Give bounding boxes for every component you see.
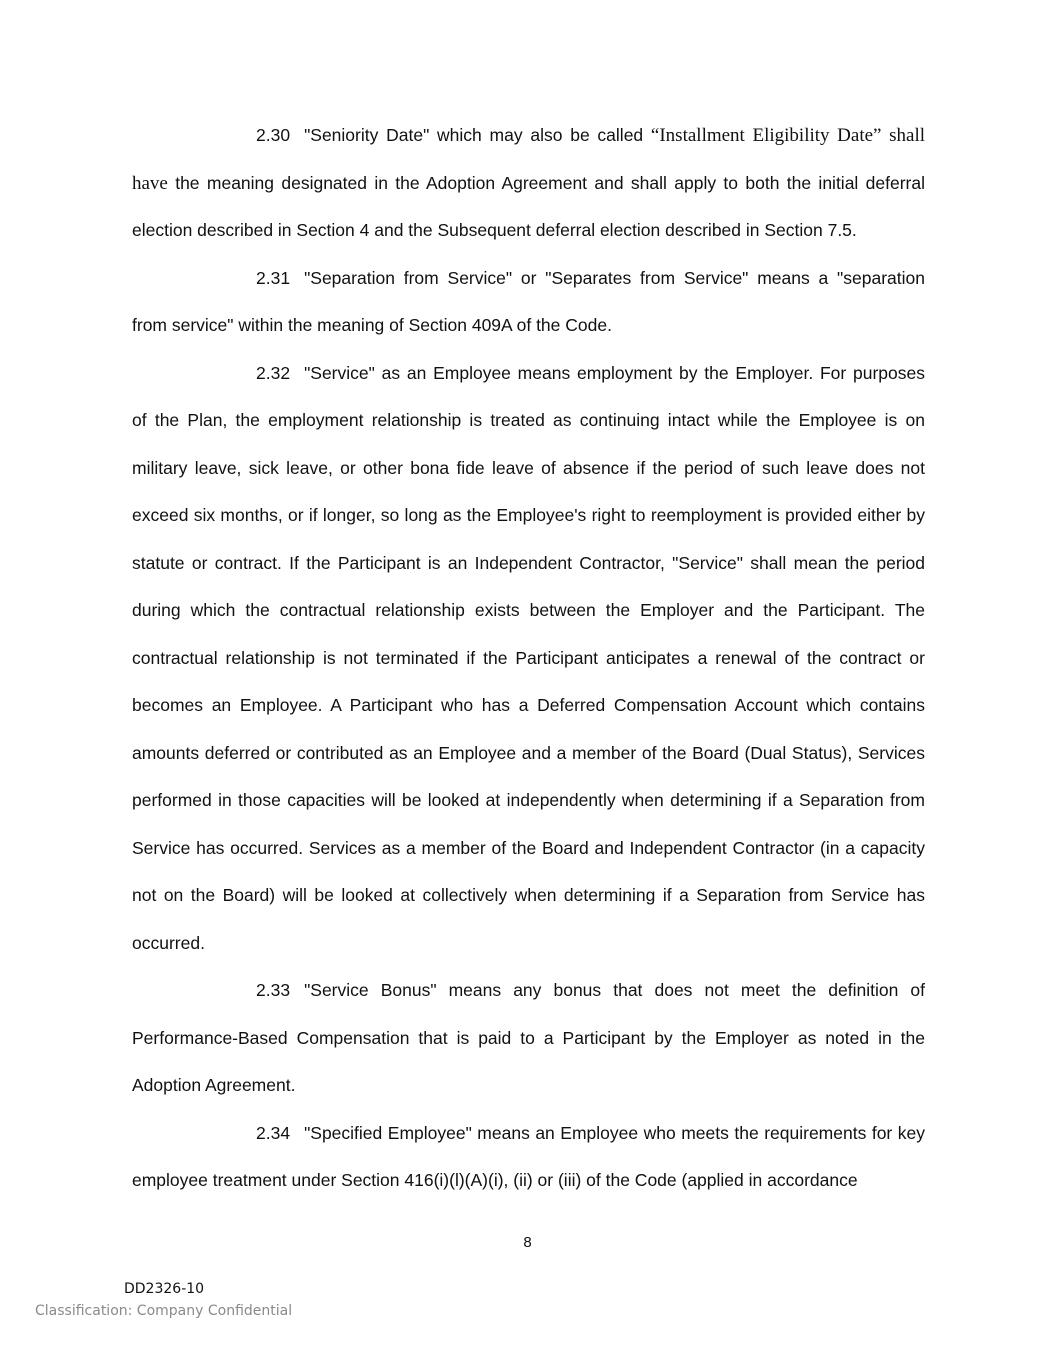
document-code: DD2326-10 [124, 1281, 205, 1297]
paragraph-text: "Separation from Service" or "Separates from Service" means a "separation from service" within the meaning of Section 409A of the Code. [132, 267, 925, 335]
paragraph-2-33 [132, 967, 925, 1110]
paragraph-2-32 [132, 350, 925, 968]
paragraph-text: "Seniority Date" which may also be called [304, 125, 651, 145]
classification-label: Classification: Company Confidential [35, 1303, 293, 1319]
section-number: 2.33 [256, 980, 291, 1000]
section-number: 2.34 [256, 1122, 291, 1143]
paragraph-2-31 [132, 255, 925, 350]
section-number: 2.31 [256, 267, 291, 288]
page-number: 8 [523, 1234, 532, 1251]
paragraph-text: "Specified Employee" means an Employee who meets the requirements for key employee treatment under Section 416(i)(l)(A)(i), (ii) or (iii) of the Code (applied in accordance [132, 1122, 925, 1190]
paragraph-text-serif: “Installment Eligibility Date” shall have [132, 125, 926, 194]
paragraph-text: "Service" as an Employee means employment by the Employer. For purposes of the Plan, the employment relationship is treated as continuing intact while the Employee is on military leave, sick leave, or other bona fide leave of absence if the period of such leave does not exceed six months, or if longer, so long as the Employee's right to reemployment is provided either by statute or contract. If the Participant is an Independent Contractor, "Service" shall mean the period during which the contractual relationship exists between the Employer and the Participant. The contractual relationship is not terminated if the Participant anticipates a renewal of the contract or becomes an Employee. A Participant who has a Deferred Compensation Account which contains amounts deferred or contributed as an Employee and a member of the Board (Dual Status), Services performed in those capacities will be looked at independently when determining if a Separation from Service has occurred. Services as a member of the Board and Independent Contractor (in a capacity not on the Board) will be looked at collectively when determining if a Separation from Service has occurred. [132, 362, 925, 953]
paragraph-text: "Service Bonus" means any bonus that does not meet the definition of Performance-Based Compensation that is paid to a Participant by the Employer as noted in the Adoption Agreement. [132, 980, 925, 1095]
paragraph-2-34 [132, 1110, 925, 1205]
section-number: 2.30 [256, 125, 291, 145]
section-number: 2.32 [256, 362, 291, 383]
paragraph-2-30 [132, 112, 925, 255]
paragraph-text: the meaning designated in the Adoption Agreement and shall apply to both the initial deferral election described in Section 4 and the Subsequent deferral election described in Section 7.5. [132, 172, 925, 240]
document-body [132, 112, 925, 1205]
